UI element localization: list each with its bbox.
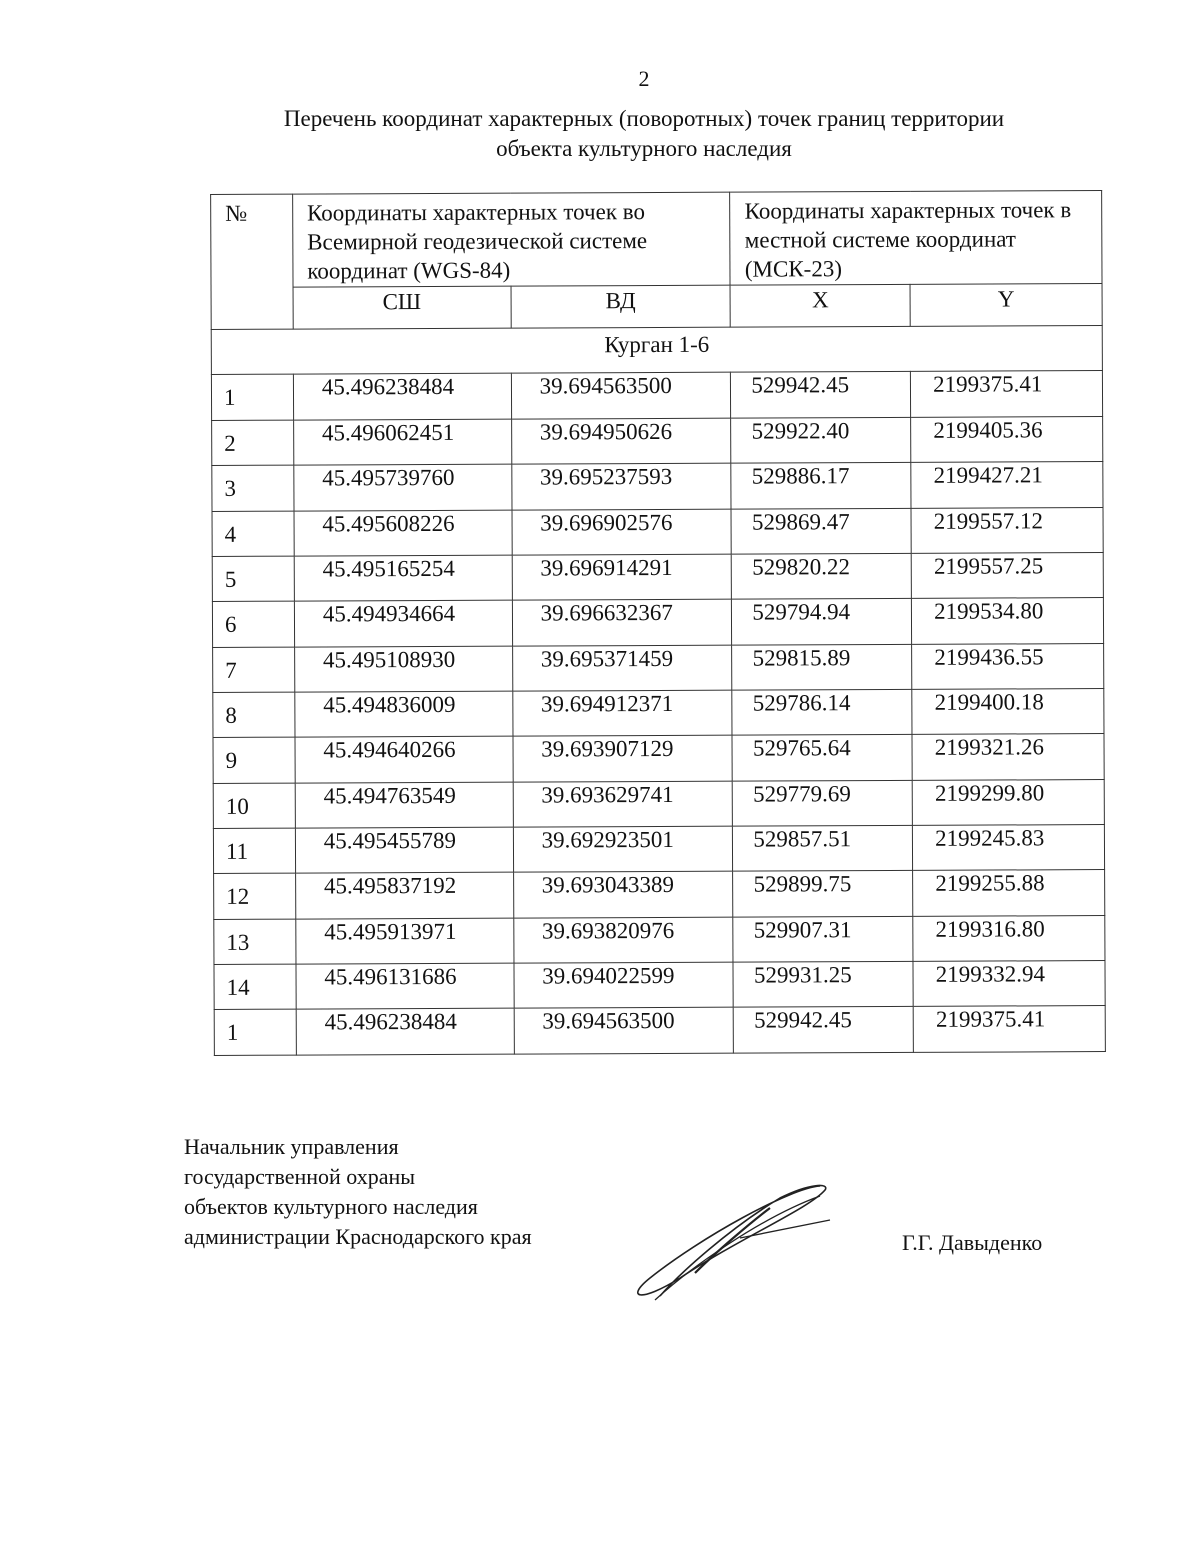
row-number: 11	[213, 828, 295, 874]
row-x: 529765.64	[732, 735, 912, 781]
signer-position	[184, 1132, 532, 1252]
row-longitude: 39.696902576	[512, 509, 732, 555]
row-x: 529869.47	[731, 508, 911, 554]
table-row	[212, 416, 1103, 465]
row-y: 2199436.55	[912, 643, 1104, 689]
row-x: 529942.45	[731, 372, 911, 418]
title-line-1: Перечень координат характерных (поворотных) точек границ территории	[283, 106, 1005, 131]
row-y: 2199316.80	[913, 915, 1105, 961]
row-number: 13	[214, 919, 296, 965]
row-x: 529857.51	[733, 825, 913, 871]
row-x: 529779.69	[733, 780, 913, 826]
row-latitude: 45.495913971	[296, 918, 514, 964]
row-y: 2199534.80	[912, 598, 1104, 644]
row-longitude: 39.696632367	[512, 599, 732, 645]
row-y: 2199405.36	[911, 416, 1103, 462]
row-y: 2199375.41	[913, 1006, 1105, 1052]
row-latitude: 45.496131686	[296, 963, 514, 1009]
row-number: 3	[212, 465, 294, 511]
table-row	[213, 689, 1104, 738]
row-longitude: 39.692923501	[513, 826, 733, 872]
signer-line-1: Начальник управления	[184, 1134, 399, 1159]
subheader-x: X	[730, 284, 910, 327]
section-title: Курган 1-6	[211, 326, 1102, 375]
row-x: 529820.22	[732, 553, 912, 599]
table-row	[211, 371, 1102, 420]
row-number: 8	[213, 692, 295, 738]
row-longitude: 39.693629741	[513, 781, 733, 827]
table-row	[213, 643, 1104, 692]
header-msk: Координаты характерных точек в местной системе координат (МСК-23)	[730, 191, 1102, 285]
row-longitude: 39.694912371	[512, 690, 732, 736]
row-number: 2	[212, 420, 294, 466]
table-row	[213, 779, 1104, 828]
table-row	[214, 870, 1105, 919]
row-number: 1	[214, 1010, 296, 1056]
row-number: 6	[212, 601, 294, 647]
row-latitude: 45.495455789	[295, 827, 513, 873]
row-y: 2199375.41	[911, 371, 1103, 417]
row-longitude: 39.693043389	[513, 872, 733, 918]
row-latitude: 45.494934664	[294, 600, 512, 646]
row-y: 2199321.26	[912, 734, 1104, 780]
signer-line-2: государственной охраны	[184, 1164, 416, 1189]
row-number: 4	[212, 511, 294, 557]
row-y: 2199245.83	[913, 825, 1105, 871]
table-header-row	[211, 191, 1102, 288]
row-x: 529794.94	[732, 599, 912, 645]
row-number: 12	[214, 873, 296, 919]
row-longitude: 39.696914291	[512, 554, 732, 600]
title-line-2: объекта культурного наследия	[496, 136, 792, 161]
table-row	[212, 598, 1103, 647]
row-number: 1	[211, 375, 293, 421]
row-x: 529931.25	[733, 962, 913, 1008]
row-number: 14	[214, 964, 296, 1010]
row-number: 7	[213, 647, 295, 693]
signer-line-4: администрации Краснодарского края	[184, 1224, 532, 1249]
header-wgs: Координаты характерных точек во Всемирной геодезической системе координат (WGS-84)	[292, 192, 730, 287]
row-number: 5	[212, 556, 294, 602]
row-longitude: 39.695237593	[511, 463, 731, 509]
row-x: 529942.45	[734, 1007, 914, 1053]
row-x: 529922.40	[731, 417, 911, 463]
table-row	[214, 915, 1105, 964]
table-row	[213, 825, 1104, 874]
signature	[620, 1178, 840, 1308]
table-row	[212, 552, 1103, 601]
row-latitude: 45.494763549	[295, 782, 513, 828]
row-y: 2199427.21	[911, 462, 1103, 508]
row-y: 2199332.94	[913, 961, 1105, 1007]
coordinates-table	[210, 190, 1106, 1056]
table-row	[213, 734, 1104, 783]
signer-name: Г.Г. Давыденко	[902, 1230, 1043, 1255]
subheader-y: Y	[910, 283, 1102, 326]
row-latitude: 45.496238484	[293, 374, 511, 420]
header-number: №	[211, 194, 293, 329]
row-number: 9	[213, 737, 295, 783]
table-subheader-row	[211, 283, 1102, 329]
row-latitude: 45.495608226	[294, 510, 512, 556]
row-y: 2199255.88	[913, 870, 1105, 916]
row-longitude: 39.695371459	[512, 645, 732, 691]
table-row	[214, 961, 1105, 1010]
row-x: 529886.17	[731, 463, 911, 509]
row-latitude: 45.496238484	[296, 1009, 514, 1055]
row-y: 2199299.80	[912, 779, 1104, 825]
row-latitude: 45.496062451	[293, 419, 511, 465]
row-y: 2199557.12	[911, 507, 1103, 553]
row-latitude: 45.495165254	[294, 555, 512, 601]
document-title	[200, 104, 1088, 164]
row-longitude: 39.694022599	[514, 962, 734, 1008]
row-latitude: 45.494640266	[295, 736, 513, 782]
row-longitude: 39.694563500	[514, 1008, 734, 1054]
row-latitude: 45.494836009	[295, 691, 513, 737]
table-row	[212, 507, 1103, 556]
row-longitude: 39.693820976	[513, 917, 733, 963]
section-row	[211, 326, 1102, 375]
row-x: 529899.75	[733, 871, 913, 917]
row-x: 529907.31	[733, 916, 913, 962]
row-longitude: 39.694563500	[511, 373, 731, 419]
row-y: 2199400.18	[912, 689, 1104, 735]
row-latitude: 45.495108930	[294, 646, 512, 692]
subheader-lat: СШ	[293, 286, 511, 329]
row-number: 10	[213, 783, 295, 829]
signer-line-3: объектов культурного наследия	[184, 1194, 478, 1219]
page-number: 2	[638, 66, 650, 91]
table-row	[212, 462, 1103, 511]
row-y: 2199557.25	[911, 552, 1103, 598]
subheader-lon: ВД	[511, 285, 731, 328]
row-longitude: 39.693907129	[513, 736, 733, 782]
row-x: 529815.89	[732, 644, 912, 690]
row-latitude: 45.495837192	[295, 873, 513, 919]
row-x: 529786.14	[732, 689, 912, 735]
table-row	[214, 1006, 1105, 1055]
row-longitude: 39.694950626	[511, 418, 731, 464]
row-latitude: 45.495739760	[294, 464, 512, 510]
